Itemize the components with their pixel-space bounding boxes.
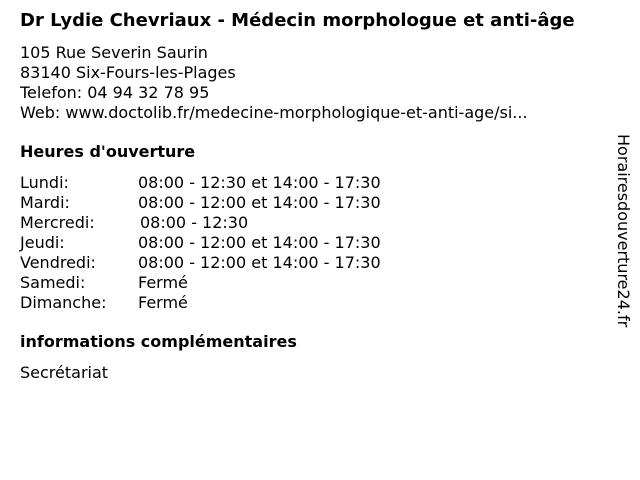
day-hours: 08:00 - 12:00 et 14:00 - 17:30: [138, 253, 381, 272]
day-label: Dimanche:: [20, 293, 107, 312]
hours-row-dimanche: [20, 293, 600, 313]
website-link[interactable]: Web: www.doctolib.fr/medecine-morphologique-et-anti-age/si...: [20, 103, 528, 122]
page-title: Dr Lydie Chevriaux - Médecin morphologue et anti-âge: [20, 10, 575, 31]
hours-row-lundi: [20, 173, 600, 193]
address-city: 83140 Six-Fours-les-Plages: [20, 63, 236, 82]
hours-table: [20, 173, 600, 313]
day-label: Mercredi:: [20, 213, 95, 232]
day-label: Samedi:: [20, 273, 86, 292]
day-hours: 08:00 - 12:00 et 14:00 - 17:30: [138, 193, 381, 212]
address-block: [20, 43, 600, 123]
day-hours: 08:00 - 12:00 et 14:00 - 17:30: [138, 233, 381, 252]
hours-row-vendredi: [20, 253, 600, 273]
info-text: Secrétariat: [20, 363, 109, 382]
hours-row-samedi: [20, 273, 600, 293]
day-hours: 08:00 - 12:30 et 14:00 - 17:30: [138, 173, 381, 192]
day-label: Mardi:: [20, 193, 70, 212]
day-hours: Fermé: [138, 273, 188, 292]
day-label: Vendredi:: [20, 253, 96, 272]
hours-row-jeudi: [20, 233, 600, 253]
site-watermark: Horairesdouverture24.fr: [614, 134, 633, 328]
hours-row-mercredi: [20, 213, 600, 233]
hours-heading: Heures d'ouverture: [20, 142, 196, 161]
day-label: Lundi:: [20, 173, 69, 192]
day-hours: 08:00 - 12:30: [140, 213, 249, 232]
address-street: 105 Rue Severin Saurin: [20, 43, 208, 62]
hours-row-mardi: [20, 193, 600, 213]
info-heading: informations complémentaires: [20, 332, 297, 351]
day-label: Jeudi:: [20, 233, 65, 252]
business-card: [20, 10, 600, 383]
day-hours: Fermé: [138, 293, 188, 312]
phone-number: Telefon: 04 94 32 78 95: [20, 83, 210, 102]
